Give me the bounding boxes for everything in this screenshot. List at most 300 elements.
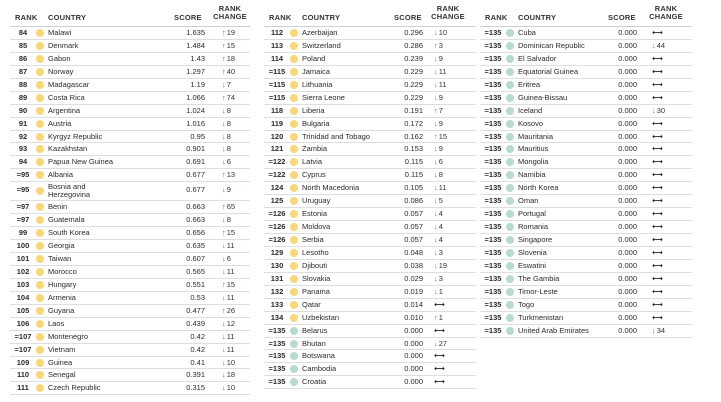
yellow-dot-icon [36, 333, 44, 341]
arrow-down-icon: ↓ [434, 196, 438, 206]
rank-change-cell [434, 299, 444, 311]
arrow-down-icon: ↓ [222, 318, 226, 328]
rank-cell: =135 [484, 66, 502, 76]
rank-change-cell [652, 325, 665, 337]
score-cell: 0.000 [618, 118, 637, 128]
rank-cell: 89 [18, 92, 28, 102]
table-row [480, 273, 692, 286]
rank-cell: 121 [270, 144, 284, 154]
rank-cell: 125 [270, 196, 284, 206]
table-row [480, 260, 692, 273]
country-cell: Argentina [48, 105, 81, 115]
yellow-dot-icon [36, 171, 44, 179]
rank-change-value: 7 [226, 79, 231, 89]
country-cell: Bhutan [302, 338, 326, 348]
yellow-dot-icon [36, 145, 44, 153]
rank-change-value: 15 [226, 279, 236, 289]
score-cell: 0.607 [186, 254, 205, 263]
rank-change-value: 15 [438, 131, 448, 141]
country-cell: Austria [48, 118, 72, 128]
rank-change-value: 10 [438, 28, 448, 37]
score-cell: 0.229 [404, 79, 423, 89]
score-cell: 0.42 [190, 344, 205, 354]
arrow-down-icon: ↓ [222, 144, 226, 154]
rank-cell: =115 [268, 66, 286, 76]
country-cell: Guatemala [48, 215, 85, 225]
country-cell: Georgia [48, 241, 75, 251]
rank-cell: =122 [268, 157, 286, 167]
table-header [480, 4, 692, 27]
yellow-dot-icon [290, 68, 298, 76]
no-change-icon: ⟷ [434, 325, 444, 335]
table-row [10, 369, 250, 382]
country-cell: Eritrea [518, 79, 541, 89]
rank-cell: 99 [18, 228, 28, 238]
rank-change-cell [434, 143, 443, 155]
rank-change-value: 27 [438, 338, 448, 348]
arrow-down-icon: ↓ [222, 344, 226, 354]
rank-change-cell [434, 208, 443, 220]
rank-change-cell [652, 208, 662, 220]
table-row [10, 214, 250, 227]
arrow-up-icon: ↑ [222, 202, 226, 212]
yellow-dot-icon [290, 42, 298, 50]
rank-cell: 134 [270, 312, 284, 322]
score-cell: 0.057 [404, 222, 423, 232]
country-cell: Qatar [302, 299, 321, 309]
score-cell: 0.191 [404, 105, 423, 115]
rank-change-value: 40 [226, 66, 236, 76]
rank-change-cell [222, 266, 235, 278]
rank-cell: 91 [18, 118, 28, 128]
rank-change-header-line1: RANK [218, 4, 242, 13]
country-cell: Cambodia [302, 364, 337, 374]
table-row [264, 40, 476, 53]
score-cell: 0.000 [404, 338, 423, 348]
rank-change-value: 11 [226, 241, 235, 251]
country-cell: Mauritania [518, 131, 554, 141]
rank-cell: 110 [16, 370, 30, 380]
no-change-icon: ⟷ [652, 196, 662, 206]
table-row [264, 27, 476, 40]
score-cell: 0.000 [404, 351, 423, 361]
rank-change-cell [222, 318, 235, 330]
country-cell: Bulgaria [302, 118, 330, 128]
rank-cell: =135 [484, 247, 502, 257]
rank-change-cell [222, 66, 235, 78]
table-row [10, 105, 250, 118]
no-change-icon: ⟷ [652, 260, 662, 270]
rank-change-cell [222, 253, 231, 265]
rank-cell: =107 [14, 344, 32, 354]
table-row [480, 143, 692, 156]
arrow-down-icon: ↓ [222, 357, 226, 367]
country-header: COUNTRY [302, 13, 341, 22]
arrow-down-icon: ↓ [222, 254, 226, 263]
rank-change-cell [222, 382, 235, 394]
score-cell: 0.635 [186, 241, 205, 251]
rank-change-cell [222, 79, 231, 91]
yellow-dot-icon [36, 158, 44, 166]
score-cell: 1.484 [186, 40, 205, 50]
rank-cell: =122 [268, 170, 286, 180]
rank-change-cell [434, 350, 444, 362]
table-row [264, 299, 476, 312]
rank-change-cell [222, 169, 235, 181]
table-row [264, 53, 476, 66]
yellow-dot-icon [36, 294, 44, 302]
country-cell: Cuba [518, 28, 536, 37]
green-dot-icon [506, 197, 514, 205]
green-dot-icon [506, 94, 514, 102]
score-cell: 0.010 [404, 312, 423, 322]
table-row [264, 208, 476, 221]
arrow-down-icon: ↓ [434, 286, 438, 296]
yellow-dot-icon [36, 203, 44, 211]
table-row [10, 227, 250, 240]
rank-cell: =95 [16, 170, 30, 180]
country-cell: Lithuania [302, 79, 333, 89]
rank-change-cell [652, 260, 662, 272]
no-change-icon: ⟷ [652, 118, 662, 128]
no-change-icon: ⟷ [652, 53, 662, 63]
country-cell: Belarus [302, 325, 328, 335]
arrow-up-icon: ↑ [434, 40, 438, 50]
rank-change-value: 6 [226, 254, 231, 263]
score-cell: 0.057 [404, 235, 423, 244]
rank-change-header-line1: RANK [436, 4, 460, 13]
score-cell: 0.656 [186, 228, 205, 238]
rank-cell: 84 [18, 28, 28, 37]
arrow-down-icon: ↓ [222, 241, 226, 251]
rank-change-cell [434, 312, 443, 324]
rank-cell: =135 [484, 235, 502, 244]
score-cell: 0.162 [404, 131, 423, 141]
rank-change-cell [434, 131, 447, 143]
yellow-dot-icon [36, 68, 44, 76]
rank-change-value: 26 [226, 305, 236, 315]
rank-change-cell [222, 143, 231, 155]
score-cell: 0.115 [404, 157, 423, 167]
rank-cell: =135 [484, 40, 502, 50]
score-cell: 0.901 [186, 144, 205, 154]
rank-change-value: 18 [226, 370, 236, 380]
score-cell: 1.024 [186, 105, 205, 115]
yellow-dot-icon [290, 171, 298, 179]
country-cell: Taiwan [48, 254, 72, 263]
arrow-down-icon: ↓ [222, 266, 226, 276]
table-row [264, 156, 476, 169]
green-dot-icon [506, 145, 514, 153]
country-cell: North Macedonia [302, 183, 360, 193]
table-row [264, 273, 476, 286]
rank-cell: 87 [18, 66, 28, 76]
yellow-dot-icon [290, 197, 298, 205]
arrow-down-icon: ↓ [434, 235, 438, 244]
score-cell: 0.019 [404, 286, 423, 296]
rank-cell: 102 [16, 266, 30, 276]
table-row [10, 240, 250, 253]
table-row [480, 234, 692, 247]
rank-change-cell [222, 227, 235, 239]
score-cell: 1.19 [190, 79, 205, 89]
arrow-up-icon: ↑ [222, 53, 226, 63]
rank-cell: =135 [484, 157, 502, 167]
rank-change-cell [222, 331, 235, 343]
table-row [10, 201, 250, 214]
yellow-dot-icon [290, 262, 298, 270]
rank-cell: =135 [484, 273, 502, 283]
no-change-icon: ⟷ [652, 235, 662, 244]
table-row [264, 376, 476, 389]
score-cell: 1.635 [186, 28, 205, 37]
no-change-icon: ⟷ [652, 247, 662, 257]
score-cell: 0.000 [618, 196, 637, 206]
table-row [10, 266, 250, 279]
arrow-up-icon: ↑ [434, 131, 438, 141]
score-cell: 0.014 [404, 299, 423, 309]
rank-change-value: 4 [438, 222, 443, 232]
rank-change-cell [434, 40, 443, 52]
rank-change-cell [434, 27, 447, 39]
score-cell: 0.000 [618, 235, 637, 244]
rank-change-cell [222, 105, 231, 117]
country-cell: Guinea-Bissau [518, 92, 568, 102]
score-cell: 0.000 [618, 92, 637, 102]
arrow-down-icon: ↓ [222, 215, 226, 225]
rank-cell: =135 [484, 209, 502, 219]
yellow-dot-icon [36, 42, 44, 50]
country-cell: The Gambia [518, 273, 560, 283]
rank-change-value: 8 [226, 131, 231, 141]
country-cell: Togo [518, 299, 535, 309]
yellow-dot-icon [36, 268, 44, 276]
yellow-dot-icon [36, 281, 44, 289]
country-cell: Senegal [48, 370, 76, 380]
rank-change-value: 9 [438, 118, 443, 128]
country-cell: Portugal [518, 209, 546, 219]
arrow-down-icon: ↓ [434, 222, 438, 232]
rank-cell: 93 [18, 144, 28, 154]
table-row [480, 182, 692, 195]
country-cell: Benin [48, 202, 68, 212]
no-change-icon: ⟷ [652, 222, 662, 232]
table-row [10, 66, 250, 79]
table-row [10, 318, 250, 331]
rank-cell: =135 [484, 299, 502, 309]
arrow-down-icon: ↓ [222, 383, 226, 393]
country-cell: Dominican Republic [518, 40, 585, 50]
rank-change-cell [434, 105, 443, 117]
country-cell: Mongolia [518, 157, 549, 167]
rank-cell: =135 [484, 170, 502, 180]
rank-change-value: 74 [226, 92, 236, 102]
ranking-rows [480, 27, 692, 338]
rank-change-header-line2: CHANGE [649, 12, 683, 21]
table-row [264, 195, 476, 208]
country-cell: Liberia [302, 105, 325, 115]
country-cell: Croatia [302, 377, 327, 387]
arrow-down-icon: ↓ [222, 118, 226, 128]
score-cell: 0.41 [190, 357, 205, 367]
table-row [10, 131, 250, 144]
country-cell: Guyana [48, 305, 75, 315]
table-row [480, 131, 692, 144]
rank-change-cell [222, 279, 235, 291]
rank-cell: 85 [18, 40, 28, 50]
table-row [10, 143, 250, 156]
no-change-icon: ⟷ [652, 28, 662, 37]
score-cell: 0.000 [618, 222, 637, 232]
arrow-up-icon: ↑ [222, 279, 226, 289]
score-cell: 0.439 [186, 318, 205, 328]
arrow-up-icon: ↑ [222, 170, 226, 180]
country-cell: Kazakhstan [48, 144, 88, 154]
rank-change-value: 5 [438, 196, 443, 206]
score-cell: 0.086 [404, 196, 423, 206]
no-change-icon: ⟷ [652, 273, 662, 283]
score-cell: 0.391 [186, 370, 205, 380]
rank-change-header-line1: RANK [654, 4, 678, 13]
no-change-icon: ⟷ [652, 299, 662, 309]
arrow-down-icon: ↓ [434, 338, 438, 348]
score-cell: 0.663 [186, 215, 205, 225]
green-dot-icon [290, 340, 298, 348]
country-cell: Albania [48, 170, 74, 180]
arrow-down-icon: ↓ [434, 28, 438, 37]
yellow-dot-icon [36, 255, 44, 263]
rank-cell: 124 [270, 183, 284, 193]
rank-cell: 106 [16, 318, 30, 328]
no-change-icon: ⟷ [434, 351, 444, 361]
score-cell: 0.048 [404, 247, 423, 257]
green-dot-icon [506, 262, 514, 270]
score-cell: 0.286 [404, 40, 423, 50]
rank-change-header [426, 5, 470, 21]
no-change-icon: ⟷ [652, 157, 662, 167]
yellow-dot-icon [36, 216, 44, 224]
country-cell: Norway [48, 66, 74, 76]
country-cell: Guinea [48, 357, 73, 367]
rank-change-cell [652, 195, 662, 207]
green-dot-icon [506, 301, 514, 309]
rank-change-value: 65 [226, 202, 236, 212]
country-cell: Switzerland [302, 40, 341, 50]
rank-cell: =126 [268, 209, 286, 219]
score-cell: 0.000 [618, 286, 637, 296]
rank-change-value: 11 [226, 331, 235, 341]
score-cell: 0.663 [186, 202, 205, 212]
table-row [264, 247, 476, 260]
arrow-down-icon: ↓ [434, 273, 438, 283]
score-cell: 0.172 [404, 118, 423, 128]
score-cell: 0.029 [404, 273, 423, 283]
green-dot-icon [506, 120, 514, 128]
no-change-icon: ⟷ [652, 131, 662, 141]
rank-change-cell [652, 92, 662, 104]
rank-change-cell [222, 118, 231, 130]
country-cell: Mauritius [518, 144, 549, 154]
table-row [10, 344, 250, 357]
rank-change-cell [222, 369, 235, 381]
rank-cell: =135 [484, 105, 502, 115]
rank-cell: =135 [484, 196, 502, 206]
rank-change-value: 8 [226, 105, 231, 115]
score-cell: 0.038 [404, 260, 423, 270]
table-row [10, 79, 250, 92]
rank-cell: =107 [14, 331, 32, 341]
green-dot-icon [506, 288, 514, 296]
arrow-down-icon: ↓ [434, 170, 438, 180]
rank-change-value: 30 [656, 105, 666, 115]
rank-cell: =135 [484, 183, 502, 193]
rank-change-value: 15 [226, 40, 236, 50]
rank-change-value: 3 [438, 273, 443, 283]
no-change-icon: ⟷ [652, 183, 662, 193]
score-cell: 0.000 [618, 183, 637, 193]
table-row [264, 182, 476, 195]
arrow-down-icon: ↓ [434, 79, 438, 89]
country-cell: Iceland [518, 105, 543, 115]
rank-change-cell [652, 312, 662, 324]
score-cell: 0.000 [618, 325, 637, 335]
country-cell: Armenia [48, 292, 76, 302]
yellow-dot-icon [36, 94, 44, 102]
country-cell: Uzbekistan [302, 312, 340, 322]
table-row [480, 312, 692, 325]
table-row [264, 338, 476, 351]
table-row [480, 286, 692, 299]
score-cell: 0.000 [618, 131, 637, 141]
rank-change-value: 13 [226, 170, 236, 180]
yellow-dot-icon [36, 81, 44, 89]
rank-change-value: 11 [438, 66, 447, 76]
table-row [480, 169, 692, 182]
rank-change-value: 6 [226, 157, 231, 167]
green-dot-icon [506, 55, 514, 63]
rank-header: RANK [485, 13, 508, 22]
rank-change-value: 9 [226, 185, 231, 195]
no-change-icon: ⟷ [652, 92, 662, 102]
score-cell: 0.229 [404, 92, 423, 102]
rank-change-cell [652, 40, 665, 52]
rank-cell: =135 [484, 144, 502, 154]
rank-cell: =135 [484, 286, 502, 296]
rank-change-value: 11 [226, 344, 235, 354]
no-change-icon: ⟷ [652, 312, 662, 322]
green-dot-icon [506, 275, 514, 283]
rank-cell: 113 [270, 40, 284, 50]
rank-cell: 131 [270, 273, 284, 283]
yellow-dot-icon [290, 288, 298, 296]
yellow-dot-icon [290, 184, 298, 192]
yellow-dot-icon [290, 107, 298, 115]
yellow-dot-icon [290, 55, 298, 63]
table-row [480, 40, 692, 53]
rank-change-cell [652, 234, 662, 246]
score-cell: 0.000 [618, 170, 637, 180]
score-cell: 0.000 [618, 260, 637, 270]
rank-change-value: 8 [226, 215, 231, 225]
yellow-dot-icon [36, 55, 44, 63]
rank-change-cell [222, 27, 235, 39]
no-change-icon: ⟷ [652, 209, 662, 219]
country-cell: North Korea [518, 183, 559, 193]
table-row [480, 79, 692, 92]
green-dot-icon [506, 236, 514, 244]
yellow-dot-icon [36, 107, 44, 115]
rank-cell: 109 [16, 357, 30, 367]
